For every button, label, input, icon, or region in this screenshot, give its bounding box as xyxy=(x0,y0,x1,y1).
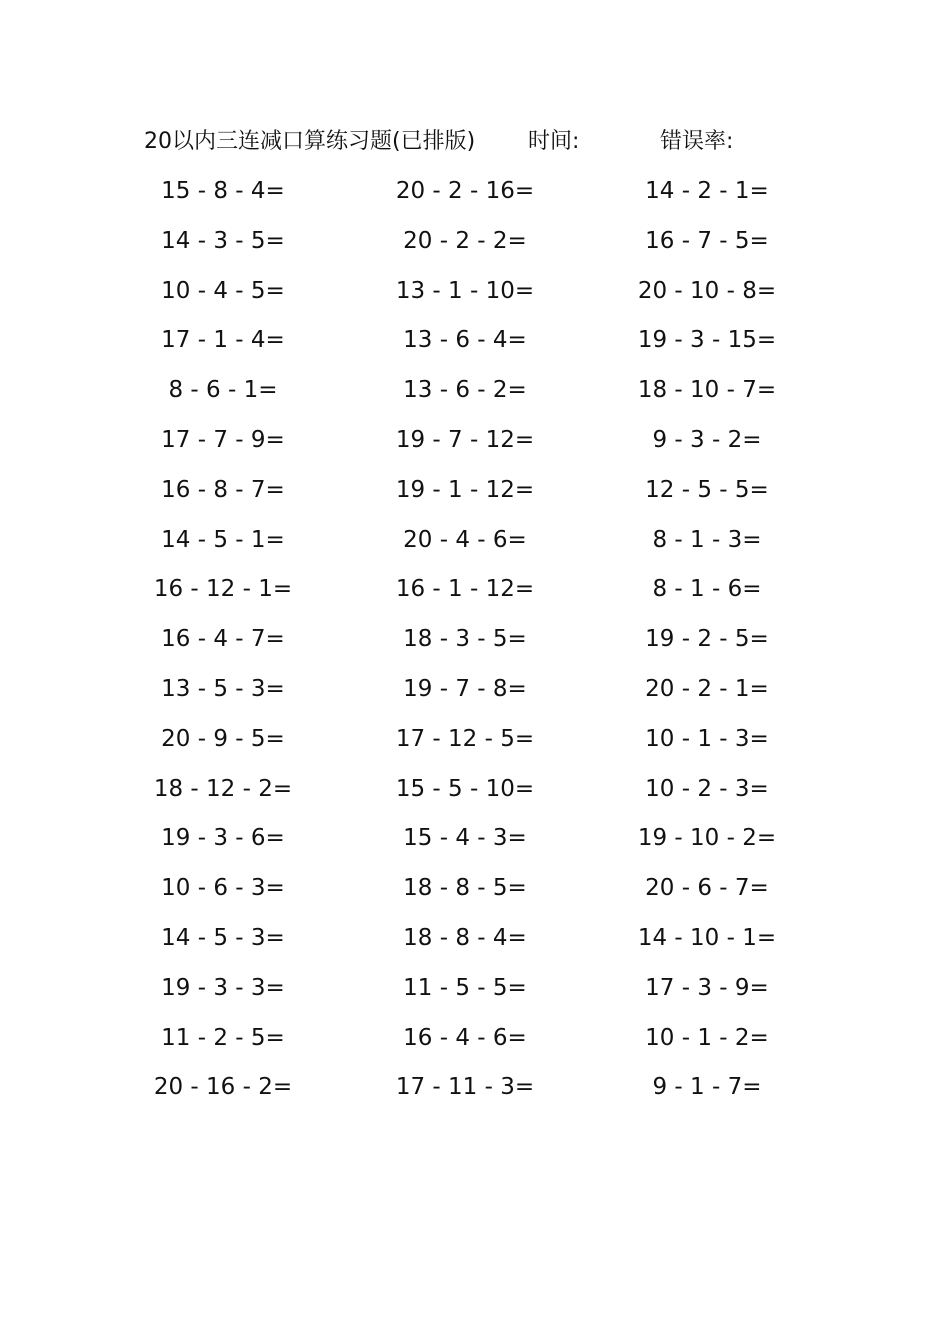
problem-row xyxy=(0,1018,950,1068)
math-problem: 20 - 16 - 2= xyxy=(153,1074,293,1101)
problem-row xyxy=(0,818,950,868)
math-problem: 17 - 7 - 9= xyxy=(161,426,285,453)
problem-row xyxy=(0,1067,950,1117)
math-problem: 16 - 4 - 6= xyxy=(403,1024,527,1051)
math-problem: 13 - 6 - 4= xyxy=(403,327,527,354)
math-problem: 8 - 1 - 6= xyxy=(652,576,762,603)
math-problem: 16 - 8 - 7= xyxy=(161,476,285,503)
math-problem: 17 - 3 - 9= xyxy=(645,974,769,1001)
math-problem: 9 - 3 - 2= xyxy=(652,426,762,453)
math-problem: 20 - 6 - 7= xyxy=(645,875,769,902)
problem-row xyxy=(0,470,950,520)
problem-row xyxy=(0,719,950,769)
math-problem: 8 - 6 - 1= xyxy=(168,377,278,404)
math-problem: 18 - 8 - 4= xyxy=(403,924,527,951)
math-problem: 14 - 2 - 1= xyxy=(645,178,769,204)
math-problem: 19 - 10 - 2= xyxy=(637,825,777,852)
problem-row xyxy=(0,420,950,470)
math-problem: 16 - 12 - 1= xyxy=(153,576,293,603)
math-problem: 19 - 7 - 8= xyxy=(403,675,527,702)
math-problem: 11 - 5 - 5= xyxy=(403,974,527,1001)
problem-row xyxy=(0,221,950,271)
math-problem: 16 - 1 - 12= xyxy=(395,576,535,603)
worksheet-header xyxy=(0,124,950,160)
math-problem: 20 - 10 - 8= xyxy=(637,277,777,304)
math-problem: 10 - 1 - 3= xyxy=(645,725,769,752)
math-problem: 19 - 2 - 5= xyxy=(645,626,769,653)
problem-row xyxy=(0,669,950,719)
math-problem: 14 - 5 - 3= xyxy=(161,924,285,951)
problem-row xyxy=(0,868,950,918)
problem-row xyxy=(0,769,950,819)
math-problem: 19 - 3 - 15= xyxy=(637,327,777,354)
math-problem: 16 - 7 - 5= xyxy=(645,227,769,254)
math-problem: 19 - 7 - 12= xyxy=(395,426,535,453)
math-problem: 9 - 1 - 7= xyxy=(652,1074,762,1101)
math-problem: 14 - 3 - 5= xyxy=(161,227,285,254)
math-problem: 14 - 10 - 1= xyxy=(637,924,777,951)
problem-row xyxy=(0,968,950,1018)
problem-grid xyxy=(0,171,950,1117)
error-rate-label: 错误率: xyxy=(660,129,734,154)
problem-row xyxy=(0,520,950,570)
math-problem: 15 - 4 - 3= xyxy=(403,825,527,852)
math-problem: 10 - 1 - 2= xyxy=(645,1024,769,1051)
math-problem: 13 - 1 - 10= xyxy=(395,277,535,304)
problem-row xyxy=(0,370,950,420)
math-problem: 18 - 3 - 5= xyxy=(403,626,527,653)
problem-row xyxy=(0,918,950,968)
math-problem: 20 - 4 - 6= xyxy=(403,526,527,553)
problem-row xyxy=(0,320,950,370)
math-problem: 18 - 8 - 5= xyxy=(403,875,527,902)
math-problem: 15 - 8 - 4= xyxy=(161,178,285,204)
math-problem: 18 - 12 - 2= xyxy=(153,775,293,802)
math-problem: 13 - 5 - 3= xyxy=(161,675,285,702)
math-problem: 19 - 1 - 12= xyxy=(395,476,535,503)
math-problem: 12 - 5 - 5= xyxy=(645,476,769,503)
problem-row xyxy=(0,171,950,221)
math-problem: 20 - 2 - 2= xyxy=(403,227,527,254)
math-problem: 10 - 6 - 3= xyxy=(161,875,285,902)
problem-row xyxy=(0,619,950,669)
math-problem: 17 - 12 - 5= xyxy=(395,725,535,752)
math-problem: 11 - 2 - 5= xyxy=(161,1024,285,1051)
math-problem: 17 - 1 - 4= xyxy=(161,327,285,354)
math-problem: 20 - 2 - 1= xyxy=(645,675,769,702)
math-problem: 16 - 4 - 7= xyxy=(161,626,285,653)
math-problem: 19 - 3 - 3= xyxy=(161,974,285,1001)
math-problem: 14 - 5 - 1= xyxy=(161,526,285,553)
problem-row xyxy=(0,569,950,619)
math-problem: 8 - 1 - 3= xyxy=(652,526,762,553)
math-problem: 10 - 4 - 5= xyxy=(161,277,285,304)
worksheet-title: 20以内三连减口算练习题(已排版) xyxy=(144,129,476,154)
math-problem: 18 - 10 - 7= xyxy=(637,377,777,404)
math-problem: 20 - 2 - 16= xyxy=(395,178,535,204)
math-problem: 15 - 5 - 10= xyxy=(395,775,535,802)
math-problem: 19 - 3 - 6= xyxy=(161,825,285,852)
math-problem: 10 - 2 - 3= xyxy=(645,775,769,802)
problem-row xyxy=(0,271,950,321)
math-problem: 17 - 11 - 3= xyxy=(395,1074,535,1101)
math-problem: 13 - 6 - 2= xyxy=(403,377,527,404)
time-label: 时间: xyxy=(528,129,580,154)
math-problem: 20 - 9 - 5= xyxy=(161,725,285,752)
